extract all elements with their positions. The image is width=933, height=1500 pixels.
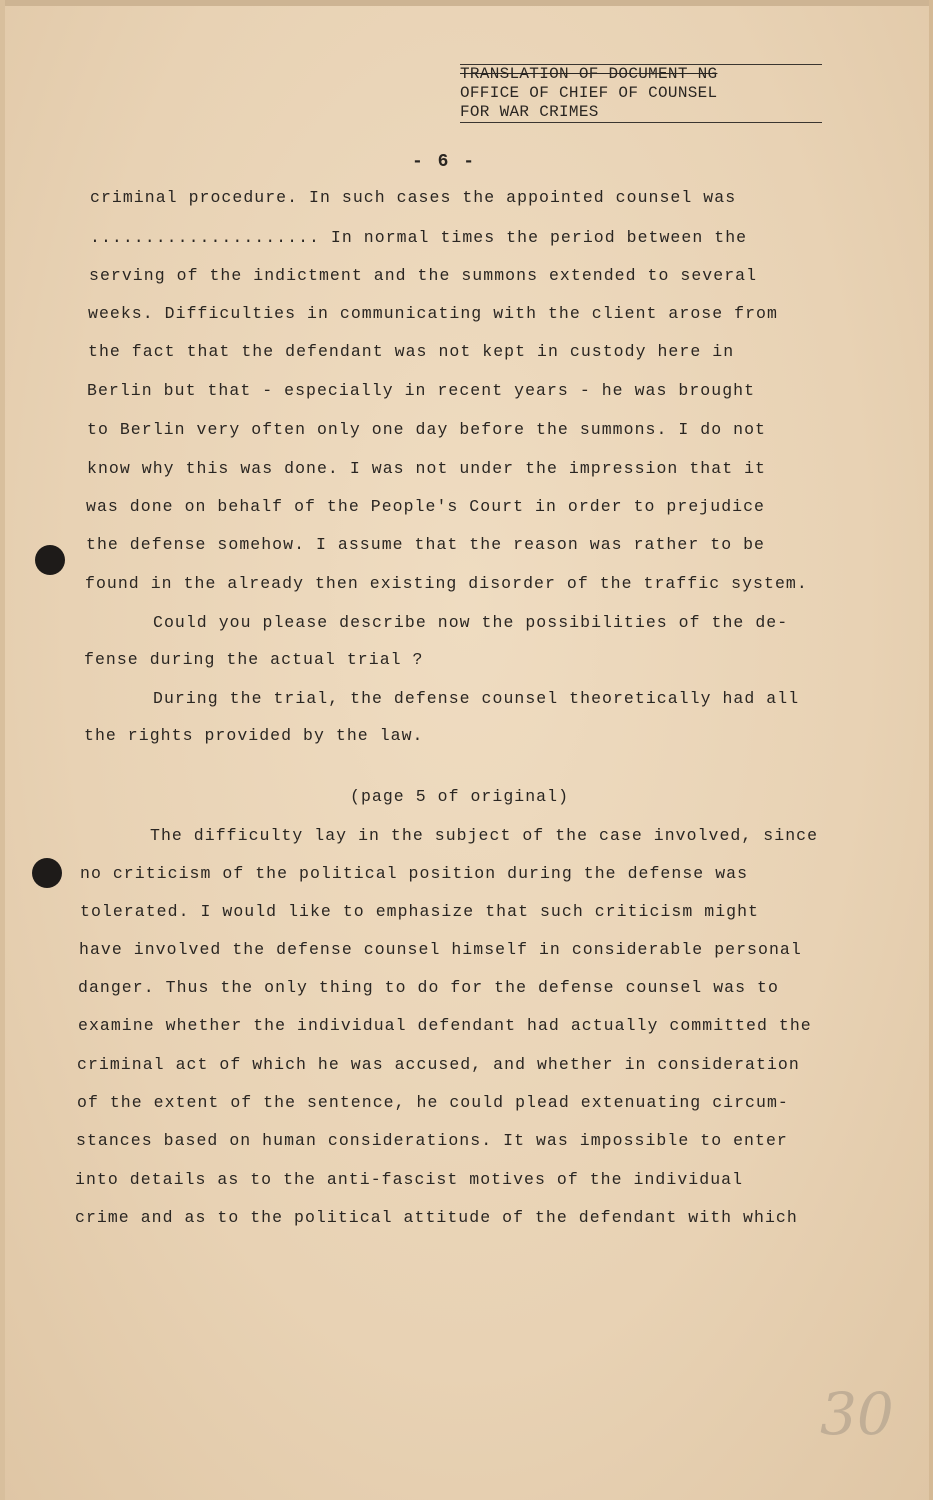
paper-top-edge [0, 0, 933, 6]
body-line: know why this was done. I was not under the impression that it [87, 459, 766, 478]
body-line: fense during the actual trial ? [84, 650, 424, 669]
body-line: examine whether the individual defendant had actually committed the [78, 1016, 812, 1035]
body-line: Could you please describe now the possibilities of the de- [153, 613, 789, 632]
margin-note: 30 [820, 1380, 894, 1448]
header-line-3: FOR WAR CRIMES [460, 103, 822, 123]
body-line: of the extent of the sentence, he could plead extenuating circum- [77, 1093, 789, 1112]
body-line: tolerated. I would like to emphasize that such criticism might [80, 902, 759, 921]
body-line: found in the already then existing disorder of the traffic system. [85, 574, 808, 593]
body-line: During the trial, the defense counsel theoretically had all [153, 689, 800, 708]
paper-left-edge [0, 0, 5, 1500]
body-line: danger. Thus the only thing to do for the defense counsel was to [78, 978, 779, 997]
body-line: the rights provided by the law. [84, 726, 424, 745]
body-line: into details as to the anti-fascist motives of the individual [75, 1170, 744, 1189]
paper-right-edge [929, 0, 933, 1500]
punch-hole [32, 858, 62, 888]
body-line: the fact that the defendant was not kept in custody here in [88, 342, 735, 361]
body-line: The difficulty lay in the subject of the case involved, since [150, 826, 819, 845]
body-line: serving of the indictment and the summons extended to several [89, 266, 758, 285]
body-line: criminal procedure. In such cases the appointed counsel was [90, 188, 737, 207]
body-line: ..................... In normal times the period between the [90, 228, 748, 247]
body-line: criminal act of which he was accused, and whether in consideration [77, 1055, 800, 1074]
body-line: have involved the defense counsel himself in considerable personal [79, 940, 802, 959]
page-number: - 6 - [412, 152, 477, 172]
body-line: stances based on human considerations. It was impossible to enter [76, 1131, 788, 1150]
body-line: Berlin but that - especially in recent years - he was brought [87, 381, 756, 400]
punch-hole [35, 545, 65, 575]
original-page-marker: (page 5 of original) [350, 787, 570, 806]
body-line: no criticism of the political position during the defense was [80, 864, 749, 883]
body-line: was done on behalf of the People's Court in order to prejudice [86, 497, 765, 516]
body-line: the defense somehow. I assume that the reason was rather to be [86, 535, 765, 554]
body-line: weeks. Difficulties in communicating with the client arose from [88, 304, 778, 323]
document-header [460, 64, 822, 123]
header-line-2: OFFICE OF CHIEF OF COUNSEL [460, 84, 718, 102]
body-line: crime and as to the political attitude of the defendant with which [75, 1208, 798, 1227]
body-line: to Berlin very often only one day before the summons. I do not [87, 420, 766, 439]
header-line-1: TRANSLATION OF DOCUMENT NG [460, 64, 822, 84]
